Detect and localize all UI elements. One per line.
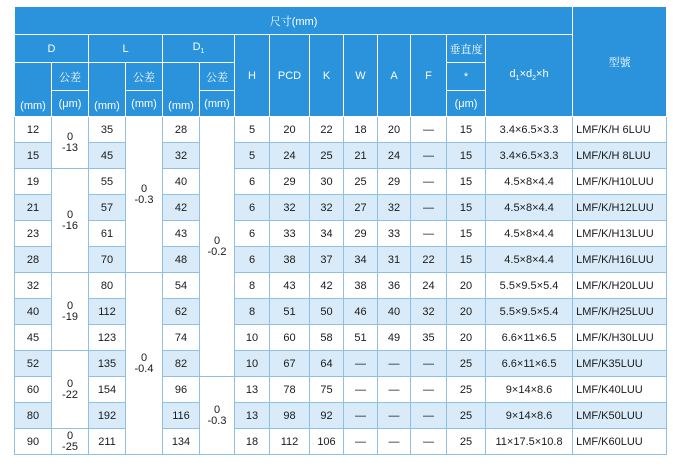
cell-pcd: 51	[270, 299, 310, 325]
col-header-W: W	[344, 35, 378, 117]
cell-model: LMF/K35LUU	[573, 351, 667, 377]
cell-h: 6	[235, 247, 270, 273]
cell-d1: 134	[163, 429, 200, 455]
cell-d1: 62	[163, 299, 200, 325]
cell-l: 192	[89, 403, 126, 429]
cell-pcd: 33	[270, 221, 310, 247]
dimension-table	[14, 6, 667, 455]
tolerance-lower: -0.4	[134, 362, 154, 375]
cell-perpendicularity: 25	[447, 403, 486, 429]
table-row	[15, 273, 667, 299]
cell-a: 36	[378, 273, 411, 299]
tolerance-lower: -0.3	[134, 193, 154, 206]
cell-model: LMF/K/H25LUU	[573, 299, 667, 325]
tolerance-d	[52, 273, 89, 351]
cell-w: 51	[344, 325, 378, 351]
hole-sub2: 2	[532, 75, 537, 83]
cell-d: 90	[15, 429, 52, 455]
cell-f: —	[411, 169, 447, 195]
cell-d1: 40	[163, 169, 200, 195]
cell-d: 21	[15, 195, 52, 221]
dimensions-group-header: 尺寸(mm)	[15, 7, 573, 35]
cell-pcd: 38	[270, 247, 310, 273]
tolerance-d1	[200, 117, 235, 377]
tolerance-upper: 0	[66, 208, 74, 221]
cell-pcd: 20	[270, 117, 310, 143]
table-row	[15, 377, 667, 403]
cell-l: 70	[89, 247, 126, 273]
table-row	[15, 403, 667, 429]
cell-w: —	[344, 377, 378, 403]
col-header-H: H	[235, 35, 270, 117]
cell-model: LMF/K/H 8LUU	[573, 143, 667, 169]
cell-d1: 54	[163, 273, 200, 299]
cell-k: 30	[310, 169, 344, 195]
cell-k: 34	[310, 221, 344, 247]
cell-model: LMF/K/H30LUU	[573, 325, 667, 351]
cell-w: —	[344, 429, 378, 455]
cell-perpendicularity: 15	[447, 247, 486, 273]
table-row	[15, 247, 667, 273]
cell-l: 80	[89, 273, 126, 299]
cell-d: 80	[15, 403, 52, 429]
perp-unit: (μm)	[447, 91, 486, 117]
cell-a: 24	[378, 143, 411, 169]
cell-l: 211	[89, 429, 126, 455]
col-header-F: F	[411, 35, 447, 117]
cell-w: 21	[344, 143, 378, 169]
tolerance-upper: 0	[66, 429, 74, 442]
cell-a: —	[378, 403, 411, 429]
cell-d1: 96	[163, 377, 200, 403]
cell-h: 5	[235, 117, 270, 143]
cell-f: 22	[411, 247, 447, 273]
cell-a: —	[378, 429, 411, 455]
cell-h: 8	[235, 299, 270, 325]
cell-perpendicularity: 20	[447, 325, 486, 351]
cell-model: LMF/K/H13LUU	[573, 221, 667, 247]
cell-w: —	[344, 403, 378, 429]
cell-d1: 82	[163, 351, 200, 377]
hole-x-h: ×h	[536, 68, 549, 81]
cell-model: LMF/K/H 6LUU	[573, 117, 667, 143]
cell-d1: 42	[163, 195, 200, 221]
cell-k: 92	[310, 403, 344, 429]
col-header-hole-spec	[486, 35, 573, 117]
cell-perpendicularity: 25	[447, 429, 486, 455]
tolerance-upper: 0	[213, 234, 221, 247]
cell-h: 13	[235, 377, 270, 403]
cell-d: 12	[15, 117, 52, 143]
cell-f: —	[411, 429, 447, 455]
cell-perpendicularity: 15	[447, 221, 486, 247]
cell-a: 20	[378, 117, 411, 143]
cell-hole-spec: 4.5×8×4.4	[486, 169, 573, 195]
table-row	[15, 143, 667, 169]
col-header-K: K	[310, 35, 344, 117]
cell-k: 25	[310, 143, 344, 169]
cell-f: —	[411, 221, 447, 247]
cell-d1: 43	[163, 221, 200, 247]
cell-a: 49	[378, 325, 411, 351]
cell-a: 29	[378, 169, 411, 195]
table-row	[15, 169, 667, 195]
col-header-perpendicularity: 垂直度	[447, 35, 486, 63]
cell-d: 32	[15, 273, 52, 299]
tolerance-d	[52, 117, 89, 169]
cell-hole-spec: 4.5×8×4.4	[486, 221, 573, 247]
hole-sub1: 1	[515, 75, 520, 83]
tolerance-upper: 0	[66, 377, 74, 390]
d-tolerance-unit: (μm)	[52, 91, 89, 117]
cell-k: 64	[310, 351, 344, 377]
cell-w: 34	[344, 247, 378, 273]
cell-pcd: 112	[270, 429, 310, 455]
cell-pcd: 60	[270, 325, 310, 351]
cell-h: 8	[235, 273, 270, 299]
cell-h: 5	[235, 143, 270, 169]
cell-perpendicularity: 25	[447, 377, 486, 403]
tolerance-d1	[200, 377, 235, 455]
cell-k: 42	[310, 273, 344, 299]
cell-l: 35	[89, 117, 126, 143]
cell-d: 60	[15, 377, 52, 403]
model-column-header: 型號	[573, 7, 667, 117]
d-unit-label: (mm)	[15, 63, 52, 117]
d1-base-text: D	[192, 41, 201, 54]
tolerance-lower: -25	[62, 440, 78, 453]
l-tolerance-label: 公差	[126, 63, 163, 91]
cell-f: —	[411, 377, 447, 403]
tolerance-l	[126, 273, 163, 455]
cell-perpendicularity: 15	[447, 169, 486, 195]
cell-perpendicularity: 15	[447, 117, 486, 143]
cell-w: —	[344, 351, 378, 377]
cell-hole-spec: 4.5×8×4.4	[486, 195, 573, 221]
d-tolerance-label: 公差	[52, 63, 89, 91]
cell-f: —	[411, 351, 447, 377]
cell-l: 55	[89, 169, 126, 195]
cell-hole-spec: 6.6×11×6.5	[486, 325, 573, 351]
cell-k: 32	[310, 195, 344, 221]
cell-f: —	[411, 143, 447, 169]
d1-unit-label: (mm)	[163, 63, 200, 117]
cell-perpendicularity: 15	[447, 195, 486, 221]
cell-h: 13	[235, 403, 270, 429]
cell-pcd: 32	[270, 195, 310, 221]
d1-tolerance-label: 公差	[200, 63, 235, 91]
col-header-L: L	[89, 35, 163, 63]
d1-subscript: 1	[200, 48, 205, 56]
cell-perpendicularity: 15	[447, 143, 486, 169]
cell-w: 25	[344, 169, 378, 195]
col-header-D: D	[15, 35, 89, 63]
cell-w: 29	[344, 221, 378, 247]
cell-w: 27	[344, 195, 378, 221]
cell-perpendicularity: 25	[447, 351, 486, 377]
tolerance-d	[52, 429, 89, 455]
cell-pcd: 78	[270, 377, 310, 403]
cell-h: 6	[235, 169, 270, 195]
cell-w: 18	[344, 117, 378, 143]
tolerance-lower: -0.3	[207, 414, 227, 427]
cell-d1: 74	[163, 325, 200, 351]
col-header-A: A	[378, 35, 411, 117]
tolerance-l	[126, 117, 163, 273]
cell-hole-spec: 11×17.5×10.8	[486, 429, 573, 455]
cell-a: 32	[378, 195, 411, 221]
cell-model: LMF/K/H12LUU	[573, 195, 667, 221]
cell-k: 75	[310, 377, 344, 403]
cell-pcd: 43	[270, 273, 310, 299]
cell-d1: 28	[163, 117, 200, 143]
cell-hole-spec: 5.5×9.5×5.4	[486, 273, 573, 299]
cell-l: 57	[89, 195, 126, 221]
cell-h: 10	[235, 351, 270, 377]
hole-x-d: ×d	[519, 68, 533, 81]
cell-model: LMF/K60LUU	[573, 429, 667, 455]
cell-a: 40	[378, 299, 411, 325]
cell-hole-spec: 6.6×11×6.5	[486, 351, 573, 377]
tolerance-upper: 0	[66, 130, 74, 143]
cell-model: LMF/K40LUU	[573, 377, 667, 403]
table-row	[15, 299, 667, 325]
tolerance-d	[52, 169, 89, 273]
tolerance-lower: -22	[62, 388, 78, 401]
col-header-PCD: PCD	[270, 35, 310, 117]
cell-l: 123	[89, 325, 126, 351]
cell-k: 58	[310, 325, 344, 351]
tolerance-lower: -19	[62, 310, 78, 323]
table-row	[15, 325, 667, 351]
l-unit-label: (mm)	[89, 63, 126, 117]
cell-pcd: 29	[270, 169, 310, 195]
cell-model: LMF/K/H16LUU	[573, 247, 667, 273]
cell-d1: 116	[163, 403, 200, 429]
cell-d: 52	[15, 351, 52, 377]
tolerance-upper: 0	[140, 351, 148, 364]
cell-w: 46	[344, 299, 378, 325]
cell-d1: 48	[163, 247, 200, 273]
cell-k: 106	[310, 429, 344, 455]
table-row	[15, 195, 667, 221]
cell-l: 112	[89, 299, 126, 325]
cell-f: 35	[411, 325, 447, 351]
cell-f: —	[411, 403, 447, 429]
cell-l: 154	[89, 377, 126, 403]
cell-d: 23	[15, 221, 52, 247]
table-row	[15, 117, 667, 143]
cell-f: 32	[411, 299, 447, 325]
cell-a: 31	[378, 247, 411, 273]
cell-l: 45	[89, 143, 126, 169]
cell-d1: 32	[163, 143, 200, 169]
cell-l: 61	[89, 221, 126, 247]
hole-d: d	[509, 68, 516, 81]
table-row	[15, 351, 667, 377]
cell-model: LMF/K50LUU	[573, 403, 667, 429]
cell-a: 33	[378, 221, 411, 247]
cell-f: —	[411, 195, 447, 221]
cell-l: 135	[89, 351, 126, 377]
table-row	[15, 429, 667, 455]
cell-k: 37	[310, 247, 344, 273]
cell-k: 22	[310, 117, 344, 143]
cell-hole-spec: 3.4×6.5×3.3	[486, 117, 573, 143]
cell-hole-spec: 5.5×9.5×5.4	[486, 299, 573, 325]
cell-d: 45	[15, 325, 52, 351]
cell-model: LMF/K/H20LUU	[573, 273, 667, 299]
l-tolerance-unit: (mm)	[126, 91, 163, 117]
tolerance-upper: 0	[140, 182, 148, 195]
cell-a: —	[378, 351, 411, 377]
cell-hole-spec: 9×14×8.6	[486, 403, 573, 429]
cell-hole-spec: 9×14×8.6	[486, 377, 573, 403]
cell-h: 18	[235, 429, 270, 455]
perp-star: *	[447, 63, 486, 91]
cell-a: —	[378, 377, 411, 403]
cell-h: 6	[235, 195, 270, 221]
cell-d: 28	[15, 247, 52, 273]
cell-perpendicularity: 20	[447, 273, 486, 299]
d1-tolerance-unit: (mm)	[200, 91, 235, 117]
cell-pcd: 98	[270, 403, 310, 429]
table-row	[15, 221, 667, 247]
tolerance-d	[52, 351, 89, 429]
cell-model: LMF/K/H10LUU	[573, 169, 667, 195]
cell-h: 6	[235, 221, 270, 247]
cell-d: 40	[15, 299, 52, 325]
cell-h: 10	[235, 325, 270, 351]
tolerance-lower: -13	[62, 141, 78, 154]
cell-pcd: 24	[270, 143, 310, 169]
col-header-D1	[163, 35, 235, 63]
cell-hole-spec: 4.5×8×4.4	[486, 247, 573, 273]
cell-pcd: 67	[270, 351, 310, 377]
cell-d: 19	[15, 169, 52, 195]
cell-d: 15	[15, 143, 52, 169]
tolerance-upper: 0	[66, 299, 74, 312]
cell-hole-spec: 3.4×6.5×3.3	[486, 143, 573, 169]
cell-k: 50	[310, 299, 344, 325]
tolerance-lower: -0.2	[207, 245, 227, 258]
tolerance-lower: -16	[62, 219, 78, 232]
tolerance-upper: 0	[213, 403, 221, 416]
cell-w: 38	[344, 273, 378, 299]
cell-perpendicularity: 20	[447, 299, 486, 325]
cell-f: 24	[411, 273, 447, 299]
cell-f: —	[411, 117, 447, 143]
